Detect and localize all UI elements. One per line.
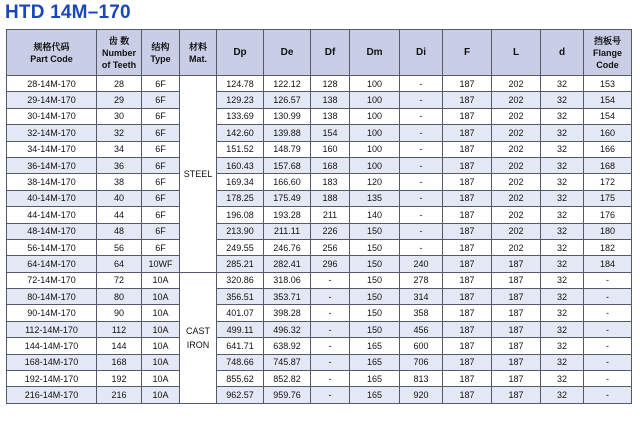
cell-d: 32: [541, 289, 584, 305]
cell-part-code: 40-14M-170: [7, 190, 97, 206]
cell-l: 202: [492, 108, 541, 124]
cell-part-code: 216-14M-170: [7, 387, 97, 403]
cell-di: -: [400, 223, 443, 239]
cell-dp: 142.60: [217, 125, 264, 141]
cell-part-code: 64-14M-170: [7, 256, 97, 272]
cell-df: 296: [311, 256, 350, 272]
table-row: [7, 338, 632, 354]
cell-df: -: [311, 289, 350, 305]
cell-de: 318.06: [264, 272, 311, 288]
cell-teeth: 168: [97, 354, 142, 370]
cell-f: 187: [443, 338, 492, 354]
cell-d: 32: [541, 272, 584, 288]
cell-di: 706: [400, 354, 443, 370]
cell-part-code: 30-14M-170: [7, 108, 97, 124]
cell-dm: 165: [350, 354, 400, 370]
cell-dp: 169.34: [217, 174, 264, 190]
cell-dm: 150: [350, 239, 400, 255]
cell-dm: 150: [350, 256, 400, 272]
header-de: De: [264, 30, 311, 76]
cell-d: 32: [541, 190, 584, 206]
cell-flange-code: 175: [584, 190, 632, 206]
cell-df: -: [311, 354, 350, 370]
cell-f: 187: [443, 321, 492, 337]
cell-di: 600: [400, 338, 443, 354]
header-part-code: 规格代码 Part Code: [7, 30, 97, 76]
cell-flange-code: -: [584, 371, 632, 387]
cell-material: CAST IRON: [180, 272, 217, 403]
cell-dm: 100: [350, 125, 400, 141]
cell-de: 246.76: [264, 239, 311, 255]
cell-teeth: 90: [97, 305, 142, 321]
cell-d: 32: [541, 125, 584, 141]
cell-d: 32: [541, 387, 584, 403]
cell-part-code: 72-14M-170: [7, 272, 97, 288]
cell-l: 187: [492, 289, 541, 305]
cell-type: 10A: [142, 289, 180, 305]
table-row: [7, 174, 632, 190]
cell-part-code: 29-14M-170: [7, 92, 97, 108]
cell-dm: 165: [350, 387, 400, 403]
table-row: [7, 157, 632, 173]
cell-df: -: [311, 305, 350, 321]
cell-f: 187: [443, 305, 492, 321]
cell-di: -: [400, 190, 443, 206]
cell-type: 6F: [142, 157, 180, 173]
table-row: [7, 76, 632, 92]
cell-de: 745.87: [264, 354, 311, 370]
cell-d: 32: [541, 174, 584, 190]
cell-de: 282.41: [264, 256, 311, 272]
table-row: [7, 272, 632, 288]
cell-di: -: [400, 141, 443, 157]
header-dm: Dm: [350, 30, 400, 76]
cell-type: 6F: [142, 108, 180, 124]
cell-part-code: 56-14M-170: [7, 239, 97, 255]
cell-part-code: 168-14M-170: [7, 354, 97, 370]
header-d: d: [541, 30, 584, 76]
cell-dp: 160.43: [217, 157, 264, 173]
cell-teeth: 64: [97, 256, 142, 272]
cell-dm: 100: [350, 108, 400, 124]
cell-f: 187: [443, 125, 492, 141]
cell-dp: 129.23: [217, 92, 264, 108]
cell-di: -: [400, 239, 443, 255]
cell-di: -: [400, 125, 443, 141]
cell-teeth: 216: [97, 387, 142, 403]
header-f: F: [443, 30, 492, 76]
cell-teeth: 36: [97, 157, 142, 173]
cell-teeth: 28: [97, 76, 142, 92]
cell-teeth: 80: [97, 289, 142, 305]
cell-teeth: 29: [97, 92, 142, 108]
cell-dm: 165: [350, 338, 400, 354]
cell-f: 187: [443, 108, 492, 124]
cell-teeth: 48: [97, 223, 142, 239]
cell-part-code: 144-14M-170: [7, 338, 97, 354]
cell-flange-code: -: [584, 387, 632, 403]
cell-type: 6F: [142, 92, 180, 108]
cell-dp: 401.07: [217, 305, 264, 321]
header-row: [7, 30, 632, 76]
cell-l: 187: [492, 338, 541, 354]
cell-de: 211.11: [264, 223, 311, 239]
cell-df: 188: [311, 190, 350, 206]
cell-dp: 748.66: [217, 354, 264, 370]
table-row: [7, 305, 632, 321]
cell-di: 358: [400, 305, 443, 321]
cell-l: 187: [492, 321, 541, 337]
cell-d: 32: [541, 108, 584, 124]
table-row: [7, 108, 632, 124]
cell-dp: 213.90: [217, 223, 264, 239]
cell-f: 187: [443, 190, 492, 206]
cell-dm: 150: [350, 223, 400, 239]
table-row: [7, 207, 632, 223]
cell-flange-code: -: [584, 289, 632, 305]
cell-df: -: [311, 272, 350, 288]
cell-flange-code: -: [584, 321, 632, 337]
cell-part-code: 90-14M-170: [7, 305, 97, 321]
cell-flange-code: 176: [584, 207, 632, 223]
cell-part-code: 112-14M-170: [7, 321, 97, 337]
cell-teeth: 32: [97, 125, 142, 141]
cell-type: 10A: [142, 305, 180, 321]
cell-part-code: 28-14M-170: [7, 76, 97, 92]
cell-l: 187: [492, 305, 541, 321]
cell-type: 10A: [142, 272, 180, 288]
cell-teeth: 72: [97, 272, 142, 288]
cell-df: -: [311, 321, 350, 337]
cell-f: 187: [443, 223, 492, 239]
cell-d: 32: [541, 305, 584, 321]
cell-di: 278: [400, 272, 443, 288]
cell-dp: 124.78: [217, 76, 264, 92]
cell-de: 959.76: [264, 387, 311, 403]
cell-di: -: [400, 174, 443, 190]
cell-dm: 120: [350, 174, 400, 190]
cell-dp: 178.25: [217, 190, 264, 206]
cell-flange-code: -: [584, 354, 632, 370]
cell-f: 187: [443, 141, 492, 157]
cell-material: STEEL: [180, 76, 217, 273]
cell-di: 456: [400, 321, 443, 337]
cell-d: 32: [541, 354, 584, 370]
cell-f: 187: [443, 354, 492, 370]
table-row: [7, 239, 632, 255]
table-row: [7, 190, 632, 206]
cell-dm: 165: [350, 371, 400, 387]
cell-de: 193.28: [264, 207, 311, 223]
cell-f: 187: [443, 207, 492, 223]
cell-df: -: [311, 338, 350, 354]
cell-dm: 100: [350, 76, 400, 92]
cell-d: 32: [541, 338, 584, 354]
cell-flange-code: 160: [584, 125, 632, 141]
cell-f: 187: [443, 239, 492, 255]
cell-de: 166.60: [264, 174, 311, 190]
cell-part-code: 192-14M-170: [7, 371, 97, 387]
cell-df: -: [311, 371, 350, 387]
cell-flange-code: -: [584, 272, 632, 288]
cell-di: -: [400, 92, 443, 108]
cell-df: -: [311, 387, 350, 403]
cell-de: 638.92: [264, 338, 311, 354]
header-flange-code: 挡板号 Flange Code: [584, 30, 632, 76]
cell-l: 202: [492, 190, 541, 206]
cell-part-code: 32-14M-170: [7, 125, 97, 141]
cell-di: -: [400, 157, 443, 173]
cell-dp: 133.69: [217, 108, 264, 124]
cell-flange-code: 180: [584, 223, 632, 239]
cell-type: 10A: [142, 338, 180, 354]
cell-df: 138: [311, 108, 350, 124]
cell-dp: 249.55: [217, 239, 264, 255]
cell-type: 10A: [142, 354, 180, 370]
cell-d: 32: [541, 92, 584, 108]
cell-type: 6F: [142, 190, 180, 206]
cell-flange-code: 168: [584, 157, 632, 173]
cell-d: 32: [541, 256, 584, 272]
cell-d: 32: [541, 207, 584, 223]
cell-de: 398.28: [264, 305, 311, 321]
cell-de: 139.88: [264, 125, 311, 141]
cell-type: 10A: [142, 371, 180, 387]
cell-flange-code: 153: [584, 76, 632, 92]
cell-flange-code: -: [584, 338, 632, 354]
cell-dp: 285.21: [217, 256, 264, 272]
cell-f: 187: [443, 174, 492, 190]
cell-l: 202: [492, 207, 541, 223]
header-l: L: [492, 30, 541, 76]
cell-teeth: 30: [97, 108, 142, 124]
header-type: 结构 Type: [142, 30, 180, 76]
cell-dm: 100: [350, 92, 400, 108]
cell-df: 256: [311, 239, 350, 255]
cell-flange-code: 166: [584, 141, 632, 157]
cell-l: 187: [492, 387, 541, 403]
page-title: HTD 14M–170: [5, 2, 131, 23]
cell-de: 852.82: [264, 371, 311, 387]
cell-dm: 150: [350, 321, 400, 337]
cell-teeth: 44: [97, 207, 142, 223]
cell-dp: 151.52: [217, 141, 264, 157]
cell-de: 126.57: [264, 92, 311, 108]
cell-flange-code: 184: [584, 256, 632, 272]
table-row: [7, 387, 632, 403]
cell-l: 202: [492, 239, 541, 255]
cell-teeth: 38: [97, 174, 142, 190]
cell-df: 154: [311, 125, 350, 141]
cell-type: 6F: [142, 141, 180, 157]
cell-de: 353.71: [264, 289, 311, 305]
cell-flange-code: -: [584, 305, 632, 321]
cell-de: 175.49: [264, 190, 311, 206]
cell-type: 6F: [142, 207, 180, 223]
cell-df: 183: [311, 174, 350, 190]
cell-teeth: 192: [97, 371, 142, 387]
cell-dm: 135: [350, 190, 400, 206]
table-body: [7, 76, 632, 404]
cell-l: 187: [492, 256, 541, 272]
cell-l: 202: [492, 174, 541, 190]
cell-d: 32: [541, 223, 584, 239]
cell-l: 202: [492, 141, 541, 157]
cell-type: 6F: [142, 125, 180, 141]
cell-dp: 196.08: [217, 207, 264, 223]
cell-l: 187: [492, 272, 541, 288]
header-di: Di: [400, 30, 443, 76]
cell-part-code: 34-14M-170: [7, 141, 97, 157]
header-df: Df: [311, 30, 350, 76]
cell-type: 6F: [142, 239, 180, 255]
cell-flange-code: 154: [584, 108, 632, 124]
cell-flange-code: 182: [584, 239, 632, 255]
cell-df: 211: [311, 207, 350, 223]
cell-dp: 499.11: [217, 321, 264, 337]
cell-d: 32: [541, 76, 584, 92]
cell-de: 496.32: [264, 321, 311, 337]
cell-dm: 140: [350, 207, 400, 223]
cell-dm: 100: [350, 141, 400, 157]
cell-l: 187: [492, 354, 541, 370]
cell-di: 813: [400, 371, 443, 387]
cell-type: 6F: [142, 174, 180, 190]
cell-type: 10A: [142, 387, 180, 403]
cell-flange-code: 172: [584, 174, 632, 190]
cell-dm: 150: [350, 289, 400, 305]
cell-d: 32: [541, 321, 584, 337]
cell-f: 187: [443, 256, 492, 272]
cell-type: 6F: [142, 223, 180, 239]
cell-f: 187: [443, 371, 492, 387]
table-row: [7, 125, 632, 141]
cell-l: 202: [492, 76, 541, 92]
cell-di: 920: [400, 387, 443, 403]
cell-type: 10WF: [142, 256, 180, 272]
cell-part-code: 44-14M-170: [7, 207, 97, 223]
cell-di: -: [400, 108, 443, 124]
cell-d: 32: [541, 141, 584, 157]
cell-de: 157.68: [264, 157, 311, 173]
cell-di: -: [400, 207, 443, 223]
table-row: [7, 371, 632, 387]
cell-f: 187: [443, 157, 492, 173]
header-material: 材料 Mat.: [180, 30, 217, 76]
cell-type: 10A: [142, 321, 180, 337]
table-row: [7, 256, 632, 272]
cell-l: 202: [492, 157, 541, 173]
cell-df: 168: [311, 157, 350, 173]
cell-di: 240: [400, 256, 443, 272]
cell-part-code: 36-14M-170: [7, 157, 97, 173]
cell-df: 128: [311, 76, 350, 92]
table-row: [7, 321, 632, 337]
cell-de: 148.79: [264, 141, 311, 157]
cell-f: 187: [443, 289, 492, 305]
cell-teeth: 144: [97, 338, 142, 354]
cell-dp: 855.62: [217, 371, 264, 387]
cell-teeth: 56: [97, 239, 142, 255]
cell-dp: 962.57: [217, 387, 264, 403]
cell-part-code: 80-14M-170: [7, 289, 97, 305]
spec-table: [6, 29, 632, 404]
cell-di: -: [400, 76, 443, 92]
cell-part-code: 38-14M-170: [7, 174, 97, 190]
cell-teeth: 40: [97, 190, 142, 206]
cell-df: 138: [311, 92, 350, 108]
cell-dp: 320.86: [217, 272, 264, 288]
cell-teeth: 112: [97, 321, 142, 337]
cell-dp: 356.51: [217, 289, 264, 305]
cell-dm: 100: [350, 157, 400, 173]
header-dp: Dp: [217, 30, 264, 76]
cell-f: 187: [443, 76, 492, 92]
cell-part-code: 48-14M-170: [7, 223, 97, 239]
cell-l: 202: [492, 92, 541, 108]
cell-f: 187: [443, 387, 492, 403]
cell-d: 32: [541, 157, 584, 173]
table-row: [7, 289, 632, 305]
cell-di: 314: [400, 289, 443, 305]
cell-f: 187: [443, 92, 492, 108]
cell-d: 32: [541, 239, 584, 255]
cell-type: 6F: [142, 76, 180, 92]
cell-flange-code: 154: [584, 92, 632, 108]
table-row: [7, 223, 632, 239]
cell-de: 122.12: [264, 76, 311, 92]
cell-dp: 641.71: [217, 338, 264, 354]
cell-de: 130.99: [264, 108, 311, 124]
cell-df: 226: [311, 223, 350, 239]
header-number-of-teeth: 齿 数 Number of Teeth: [97, 30, 142, 76]
cell-f: 187: [443, 272, 492, 288]
table-row: [7, 354, 632, 370]
table-row: [7, 92, 632, 108]
cell-dm: 150: [350, 272, 400, 288]
cell-l: 187: [492, 371, 541, 387]
cell-teeth: 34: [97, 141, 142, 157]
cell-l: 202: [492, 223, 541, 239]
cell-l: 202: [492, 125, 541, 141]
cell-d: 32: [541, 371, 584, 387]
table-row: [7, 141, 632, 157]
cell-dm: 150: [350, 305, 400, 321]
cell-df: 160: [311, 141, 350, 157]
